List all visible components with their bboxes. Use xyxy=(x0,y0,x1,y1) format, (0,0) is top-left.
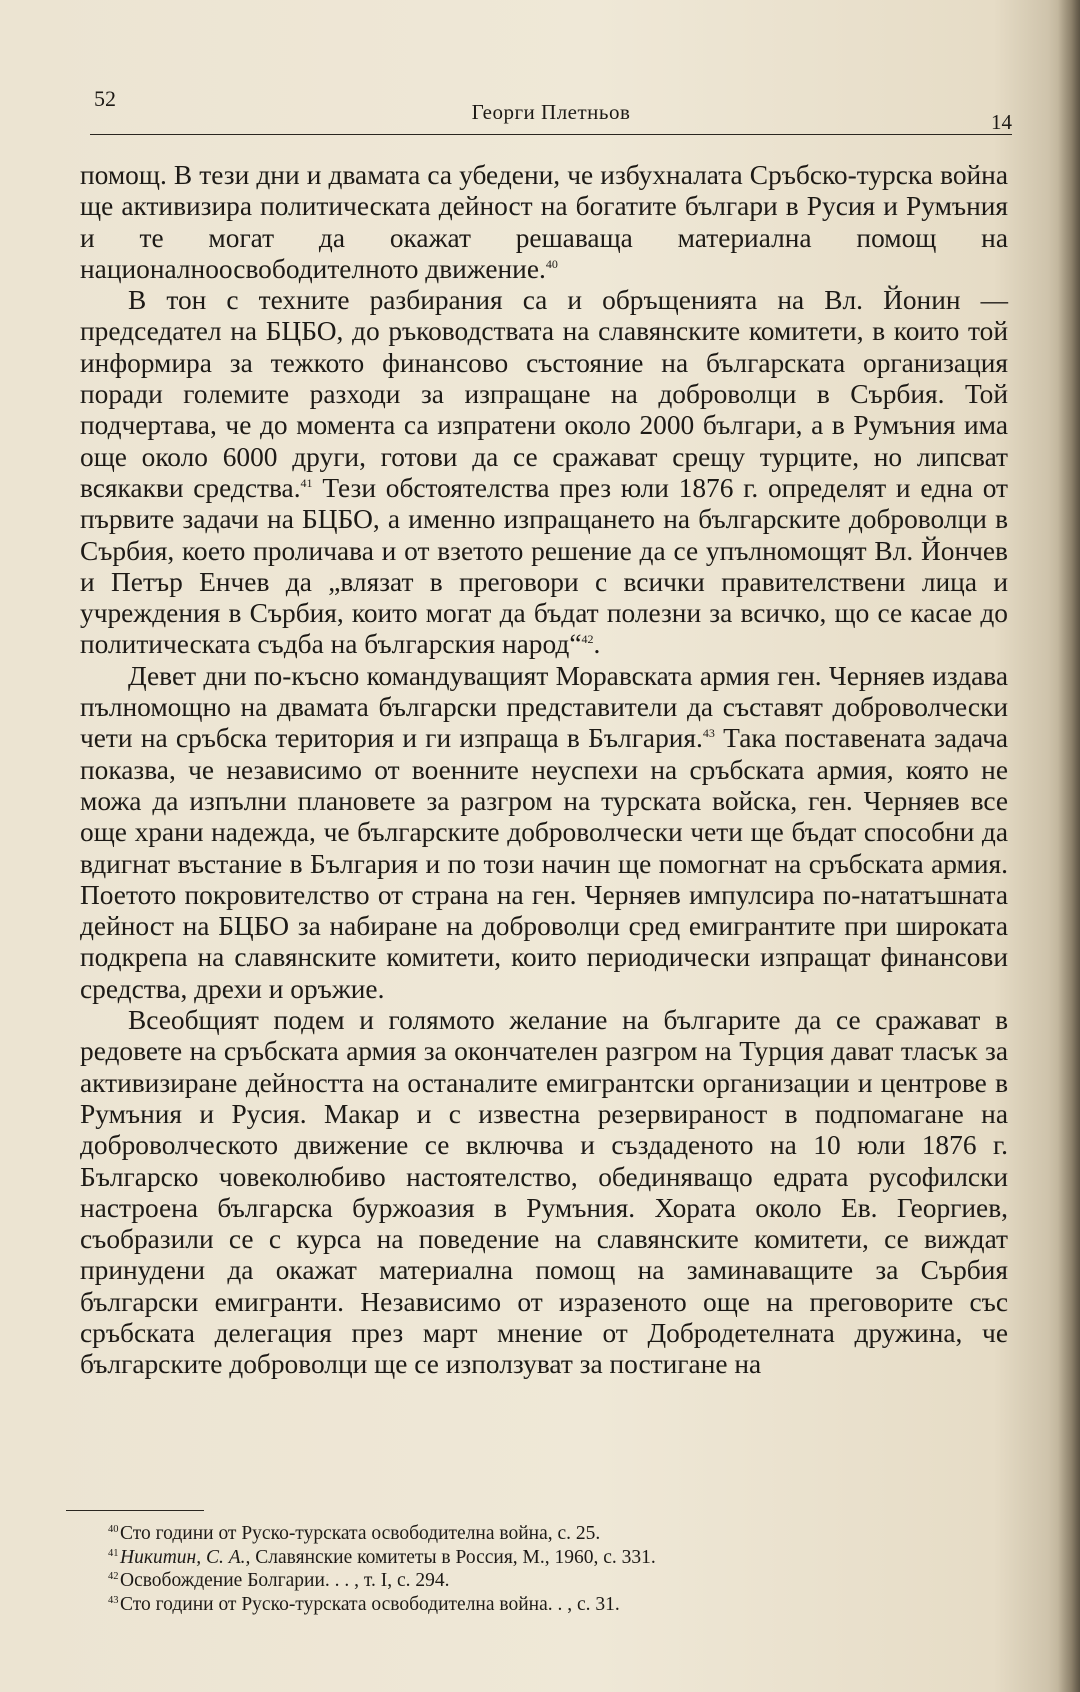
footnote-41 xyxy=(108,1546,980,1570)
footnote-mark: 41 xyxy=(108,1547,119,1559)
book-spine-shadow xyxy=(1058,0,1080,1692)
footnote-40 xyxy=(108,1522,980,1546)
paragraph-3: Девет дни по-късно командуващият Моравската армия ген. Черняев издава пълномощно на двамата български представители да съставят доброволчески чети на сръбска територия и ги изпраща в България.$^{43}$ Така поставената задача показва, че независимо от военните неуспехи на сръбската армия, която не можа да изпълни плановете за разгром на турската войска, ген. Черняев все още храни надежда, че българските доброволчески чети ще бъдат способни да вдигнат въстание в България и по този начин ще помогнат на сръбската армия. Поетото покровителство от страна на ген. Черняев импулсира по-нататъшната дейност на БЦБО за набиране на доброволци сред емигрантите при широката подкрепа на славянските комитети, които периодически изпращат финансови средства, дрехи и оръжие. xyxy=(80,660,1009,1004)
footnote-ref-41: 41 xyxy=(300,475,313,490)
header-rule xyxy=(90,134,1012,135)
paragraph-4: Всеобщият подем и голямото желание на българите да се сражават в редовете на сръбската армия за окончателен разгром на Турция дават тласък за активизиране дейността на останалите емигрантски организации и центрове в Румъния и Русия. Макар и с известна резервираност в подпомагане на доброволческото движение се включва и създаденото на 10 юли 1876 г. Българско човеколюбиво настоятелство, обединяващо едрата русофилски настроена българска буржоазия в Румъния. Хората около Ев. Георгиев, съобразили се с курса на поведение на славянските комитети, се виждат принудени да окажат материална помощ на заминаващите за Сърбия български емигранти. Независимо от изразеното още на преговорите със сръбската делегация през март мнение от Добродетелната дружина, че българските доброволци ще се използуват за постигане на xyxy=(80,1005,1008,1380)
section-number: 14 xyxy=(991,110,1012,134)
footnote-mark: 42 xyxy=(108,1571,119,1583)
footnotes xyxy=(108,1522,980,1616)
footnote-text: Сто години от Руско-турската освободителна война, с. 25. xyxy=(120,1523,601,1544)
footnote-ref-43: 43 xyxy=(702,726,715,741)
running-title: Георги Плетньов xyxy=(471,100,631,124)
footnote-text: Сто години от Руско-турската освободителна война. . , с. 31. xyxy=(120,1593,620,1615)
paragraph-2: В тон с техните разбирания са и обръщенията на Вл. Йонин — председател на БЦБО, до ръководствата на славянските комитети, в които той информира за тежкото финансово състояние на българската организация поради големите разходи за изпращане на доброволци в Сърбия. Той подчертава, че до момента са изпратени около 2000 българи, а в Румъния има още около 6000 други, готови да се сражават срещу турците, но липсват всякакви средства.$^{41}$ Тези обстоятелства през юли 1876 г. определят и една от първите задачи на БЦБО, а именно изпращането на българските доброволци в Сърбия, което проличава и от взетото решение да се упълномощят Вл. Йончев и Петър Енчев да „влязат в преговори с всички правителствени лица и учреждения в Сърбия, които могат да бъдат полезни за всичко, що се касае до политическата съдба на българския народ“$^{42}$. xyxy=(80,285,1008,660)
footnote-text: Освобождение Болгарии. . . , т. I, с. 294. xyxy=(120,1570,450,1592)
paragraph-1: помощ. В тези дни и двамата са убедени, че избухналата Сръбско-турска война ще активизира политическата дейност на богатите българи в Русия и Румъния и те могат да окажат решаваща материална помощ на националноосвободителното движение.$^{40}$ xyxy=(80,160,1008,284)
footnote-mark: 40 xyxy=(108,1524,119,1535)
main-text xyxy=(80,160,1008,1381)
footnote-ref-40: 40 xyxy=(545,256,558,271)
footnote-43 xyxy=(108,1593,980,1617)
footnote-ref-42: 42 xyxy=(581,632,594,647)
page-header xyxy=(90,86,1012,138)
footnote-text: Славянские комитеты в Россия, М., 1960, с. 331. xyxy=(250,1546,656,1568)
footnote-rule xyxy=(66,1510,204,1511)
footnote-author: Никитин, С. А., xyxy=(120,1546,251,1568)
footnote-mark: 43 xyxy=(108,1594,119,1606)
page-number: 52 xyxy=(94,86,116,111)
footnote-42 xyxy=(108,1569,980,1593)
